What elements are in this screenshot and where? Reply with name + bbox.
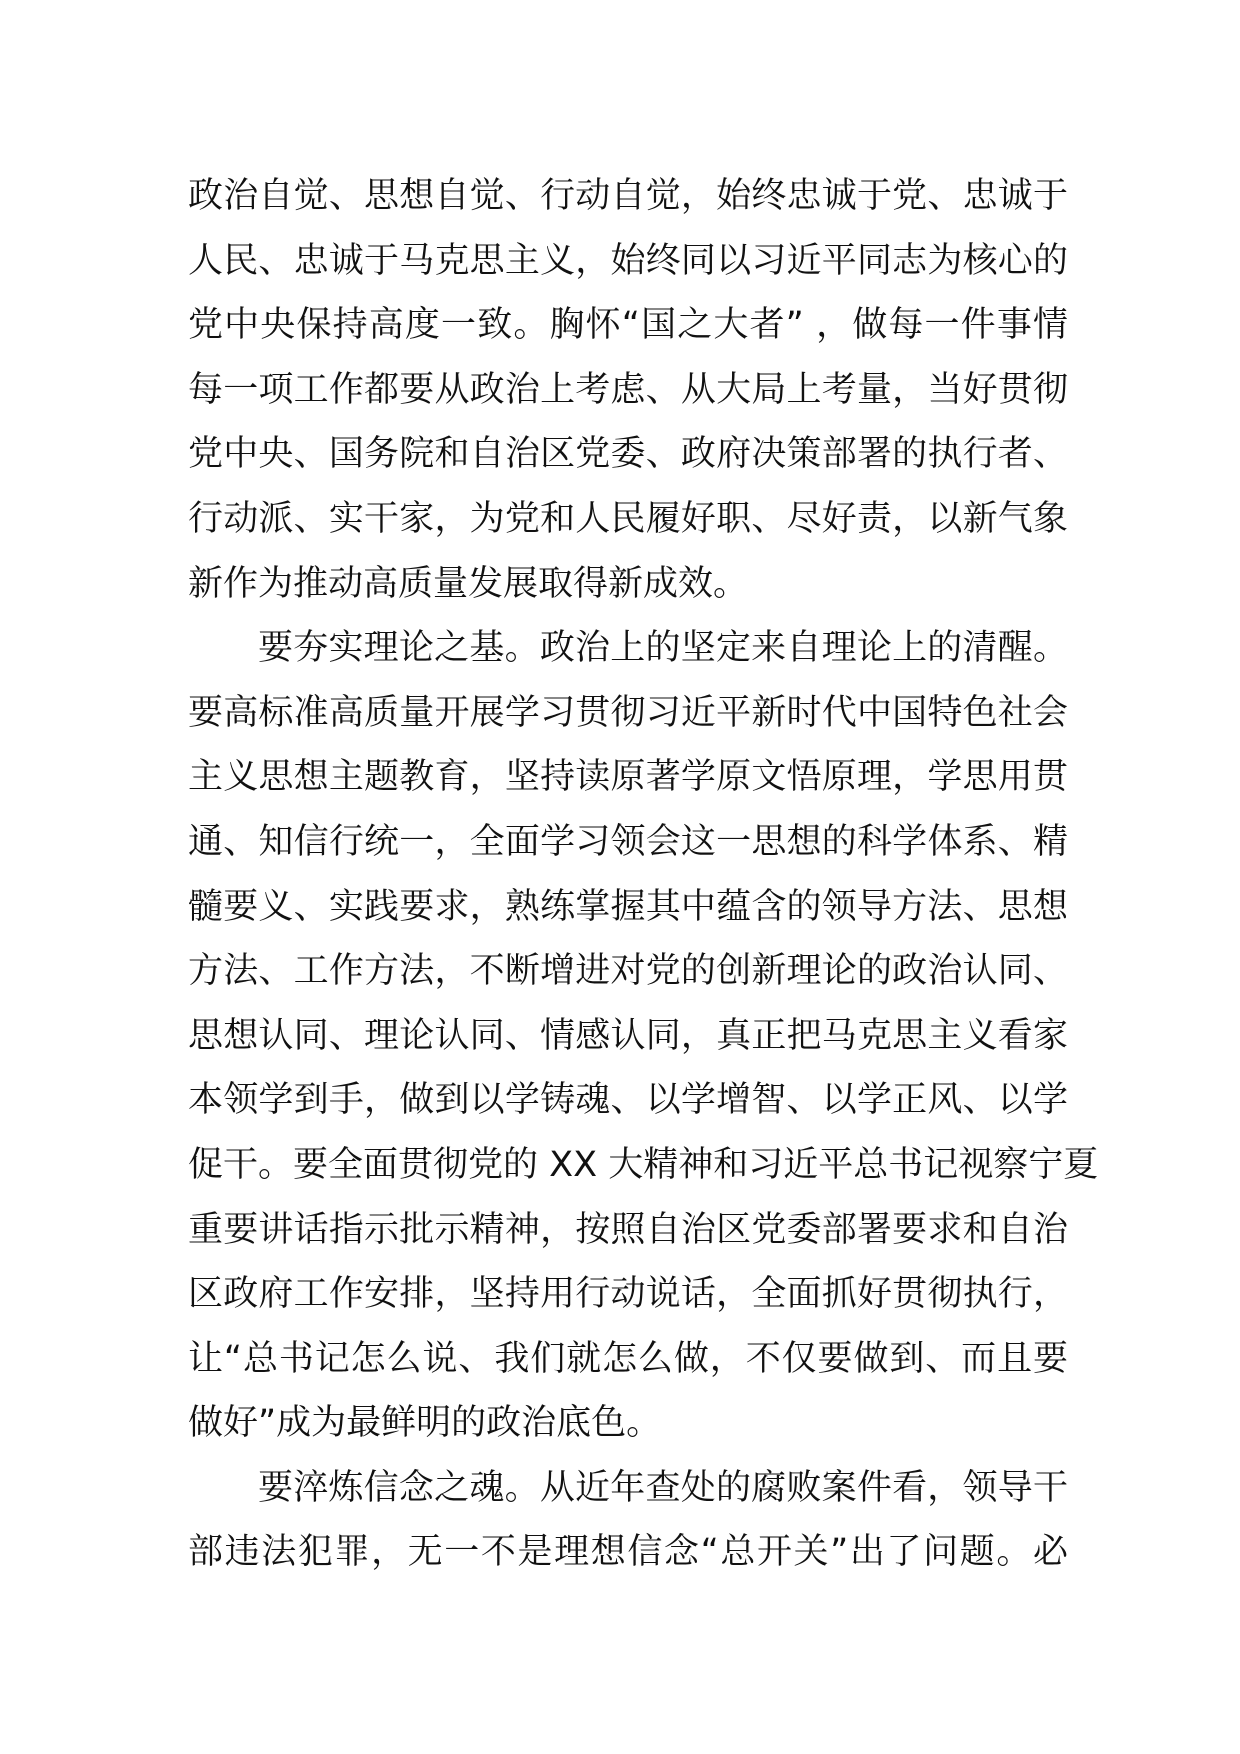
- text-line: 做好”成为最鲜明的政治底色。: [188, 1403, 662, 1444]
- text-line: 要淬炼信念之魂。从近年查处的腐败案件看，领导干: [258, 1467, 1068, 1508]
- text-line: 每一项工作都要从政治上考虑、从大局上考量，当好贯彻: [188, 369, 1068, 410]
- text-line: 促干。要全面贯彻党的 XX 大精神和习近平总书记视察宁夏: [188, 1144, 1099, 1185]
- text-line: 党中央、国务院和自治区党委、政府决策部署的执行者、: [188, 434, 1068, 475]
- text-line: 方法、工作方法，不断增进对党的创新理论的政治认同、: [188, 951, 1068, 992]
- text-line: 思想认同、理论认同、情感认同，真正把马克思主义看家: [188, 1015, 1068, 1056]
- text-line: 新作为推动高质量发展取得新成效。: [188, 563, 749, 604]
- body-text: [188, 164, 1099, 1585]
- text-line: 党中央保持高度一致。胸怀“国之大者” ，做每一件事情: [188, 305, 1068, 346]
- text-line: 要高标准高质量开展学习贯彻习近平新时代中国特色社会: [188, 692, 1068, 733]
- text-line: 要夯实理论之基。政治上的坚定来自理论上的清醒。: [258, 628, 1068, 669]
- text-line: 行动派、实干家，为党和人民履好职、尽好责，以新气象: [188, 498, 1068, 539]
- text-line: 通、知信行统一，全面学习领会这一思想的科学体系、精: [188, 821, 1068, 862]
- text-line: 重要讲话指示批示精神，按照自治区党委部署要求和自治: [188, 1209, 1068, 1250]
- text-line: 区政府工作安排，坚持用行动说话，全面抓好贯彻执行，: [188, 1274, 1068, 1315]
- text-line: 主义思想主题教育，坚持读原著学原文悟原理，学思用贯: [188, 757, 1068, 798]
- text-line: 政治自觉、思想自觉、行动自觉，始终忠诚于党、忠诚于: [188, 176, 1068, 216]
- text-line: 让“总书记怎么说、我们就怎么做，不仅要做到、而且要: [188, 1338, 1068, 1379]
- text-line: 部违法犯罪，无一不是理想信念“总开关”出了问题。必: [188, 1532, 1068, 1573]
- text-line: 本领学到手，做到以学铸魂、以学增智、以学正风、以学: [188, 1080, 1068, 1121]
- text-line: 髓要义、实践要求，熟练掌握其中蕴含的领导方法、思想: [188, 886, 1068, 927]
- text-line: 人民、忠诚于马克思主义，始终同以习近平同志为核心的: [188, 240, 1068, 281]
